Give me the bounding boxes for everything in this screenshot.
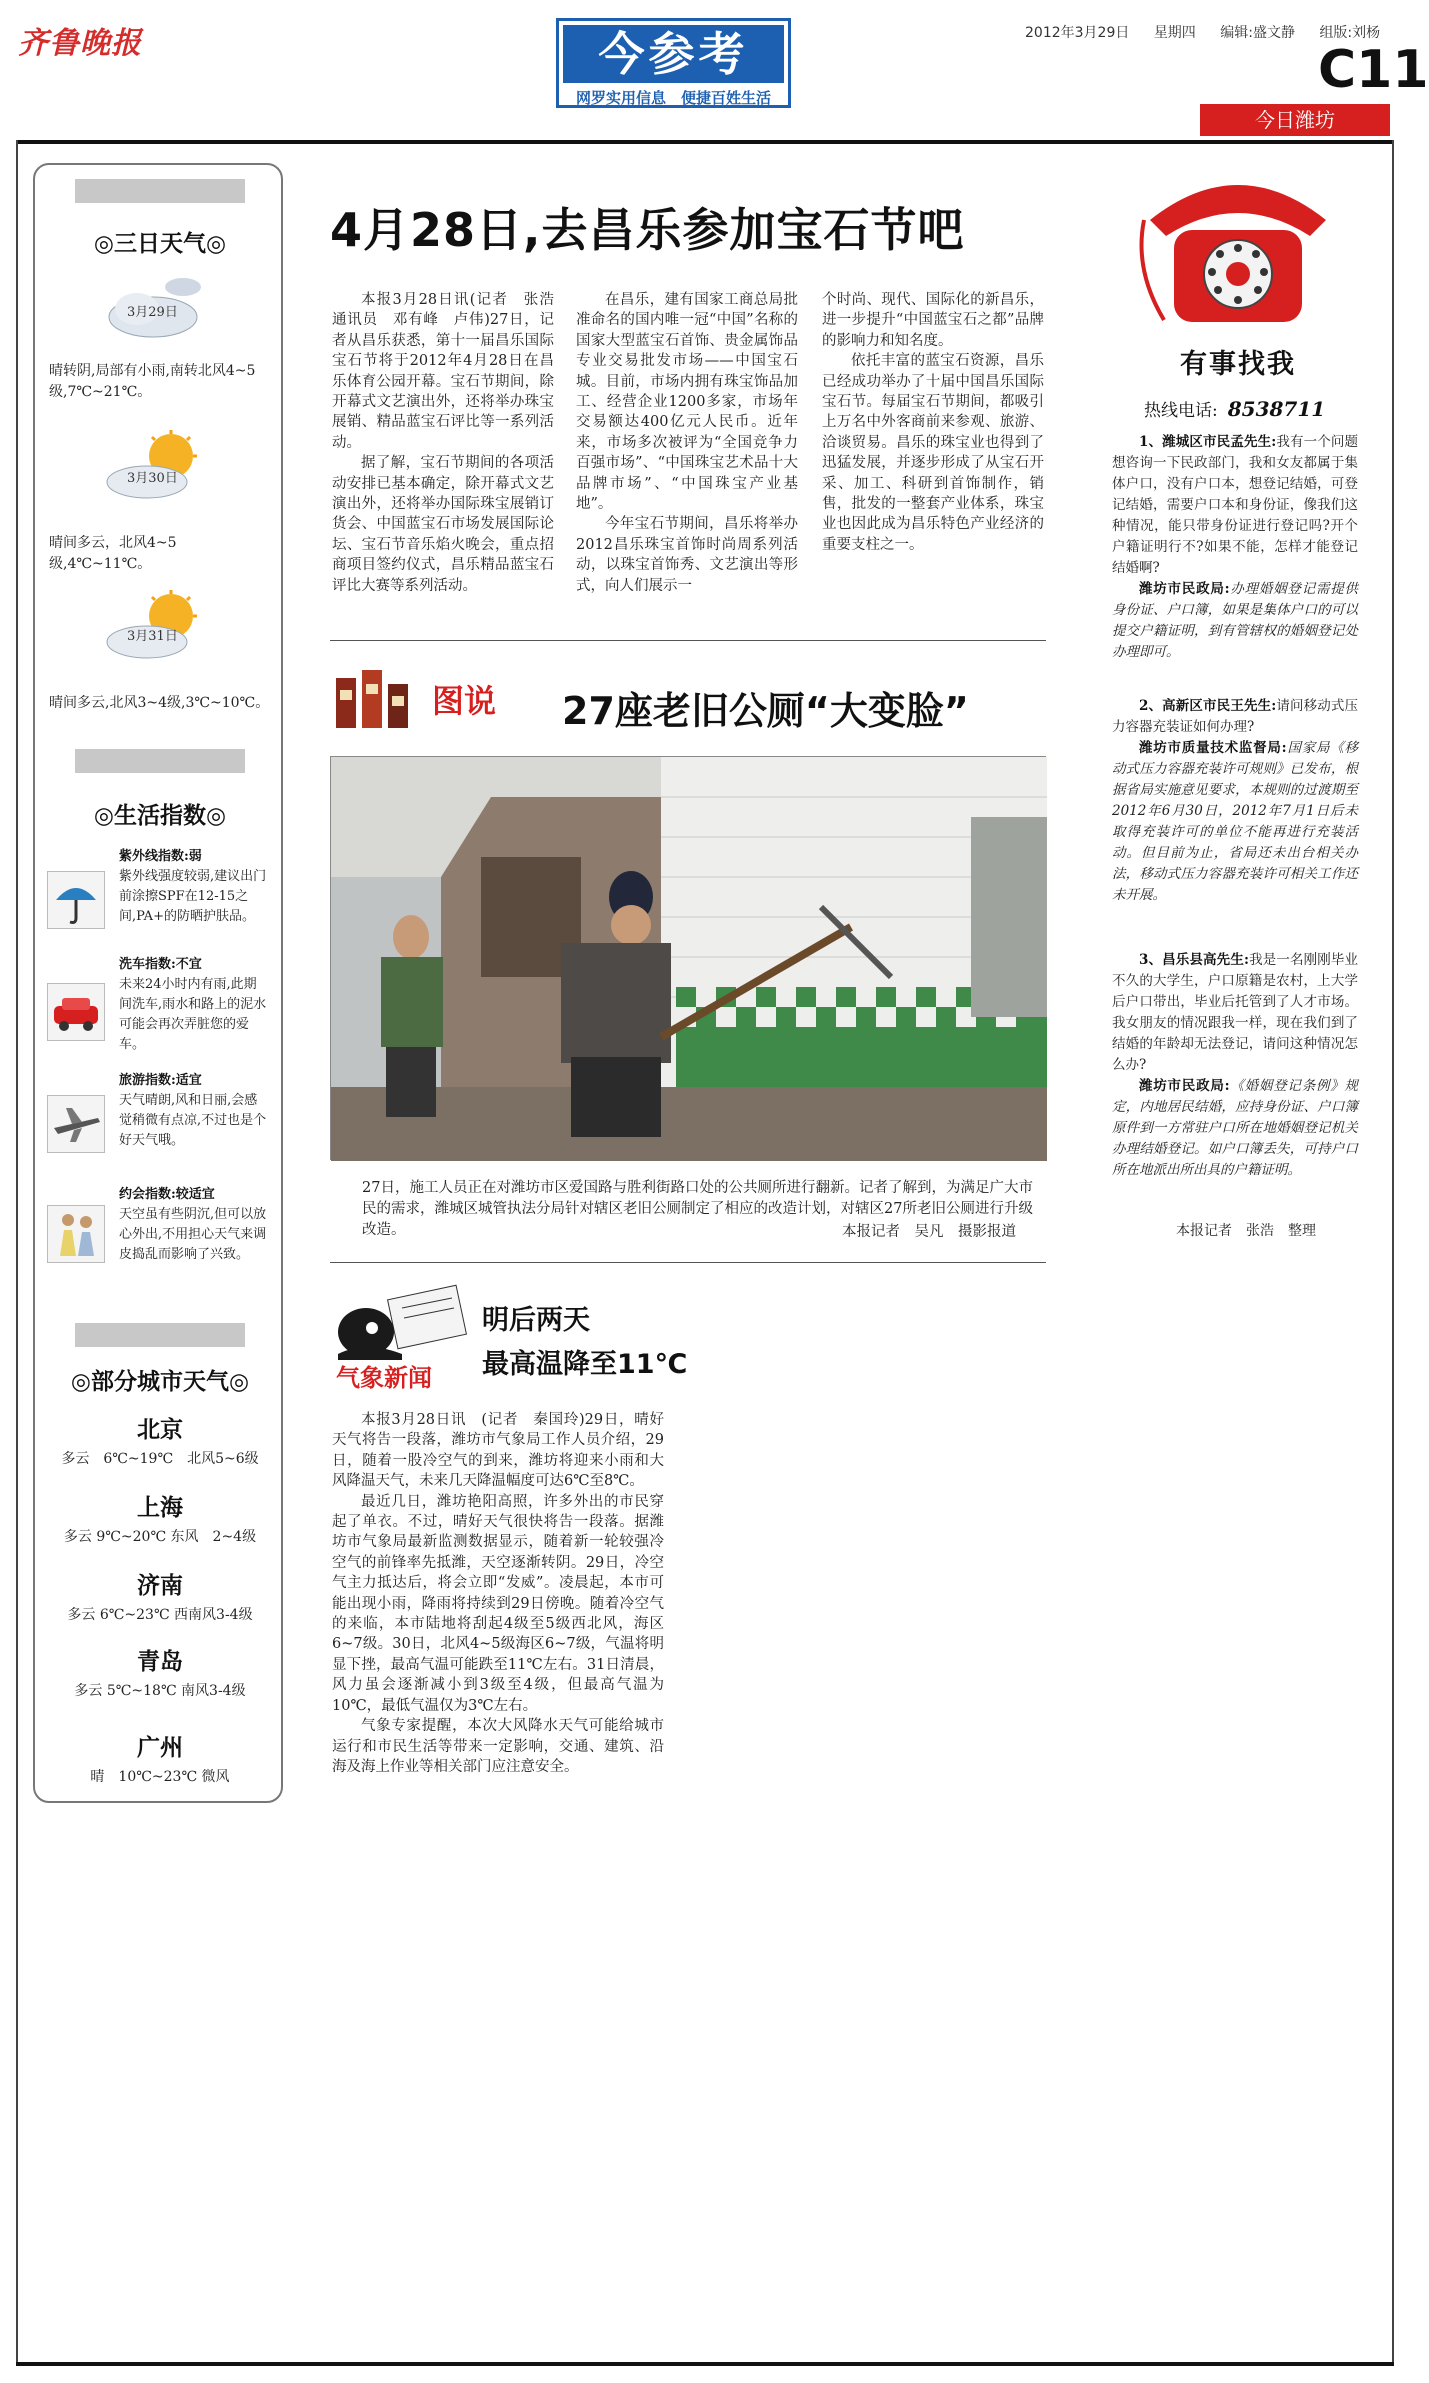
- camera-film-icon: [332, 660, 412, 740]
- qa-asker: 1、潍城区市民孟先生:: [1139, 434, 1277, 450]
- layout-credit: 组版:刘杨: [1319, 25, 1381, 41]
- city-weather-heading: ◎部分城市天气◎: [70, 1369, 250, 1395]
- photo-story-label: 图说: [432, 682, 497, 720]
- car-wash-index: [119, 955, 269, 1055]
- weather-news-headline-line2: 最高温降至11℃: [482, 1349, 688, 1380]
- qa-question: 请问移动式压力容器充装证如何办理?: [1112, 698, 1358, 735]
- article-paragraph: 最近几日，潍坊艳阳高照，许多外出的市民穿起了单衣。不过，晴好天气很快将告一段落。据潍坊市气象局最新监测数据显示，随着新一轮较强冷空气的前锋率先抵潍，天空逐渐转阴。29日，冷空气主力抵达后，将会立即“发威”。凌晨起，本市可能出现小雨，降雨将持续到29日傍晚。随着冷空气的来临，本市陆地将刮起4级至5级西北风，海区6~7级。30日，北风4~5级海区6~7级，气温将明显下挫，最高气温可能跌至11℃左右。31日清晨，风力虽会逐渐减小到3级至4级，但最高气温为10℃，最低气温仅为3℃左右。: [332, 1493, 664, 1714]
- umbrella-icon: [47, 871, 105, 929]
- section-title: 今参考: [563, 25, 784, 83]
- city-weather: [35, 1729, 285, 1786]
- life-index-heading: ◎生活指数◎: [93, 803, 227, 829]
- city-name: 北京: [137, 1417, 183, 1443]
- index-text: 未来24小时内有雨,此期间洗车,雨水和路上的泥水可能会再次弄脏您的爱车。: [119, 977, 267, 1052]
- index-title: 洗车指数:不宜: [119, 957, 202, 972]
- photo-story-headline: 27座老旧公厕“大变脸”: [562, 689, 969, 733]
- city-info: 多云 9℃~20℃ 东风 2~4级: [63, 1529, 257, 1545]
- city-weather: [35, 1567, 285, 1624]
- photo-credit: 本报记者 吴凡 摄影报道: [842, 1224, 1016, 1240]
- section-divider: [330, 640, 1046, 641]
- article-paragraph: 今年宝石节期间，昌乐将举办2012昌乐珠宝首饰时尚周系列活动，以珠宝首饰秀、文艺演出等形式，向人们展示一: [576, 516, 798, 594]
- article-column: [576, 290, 798, 596]
- weather-news-body: [332, 1410, 664, 1777]
- qa-asker: 2、高新区市民王先生:: [1139, 698, 1277, 714]
- article-paragraph: 在昌乐，建有国家工商总局批准命名的国内唯一冠“中国”名称的国家大型蓝宝石首饰、贵金属饰品专业交易批发市场——中国宝石城。目前，市场内拥有珠宝饰品加工、经营企业1200多家，市场年交易额达400亿元人民币。近年来，市场多次被评为“全国竞争力百强市场”、“中国珠宝艺术品十大品牌市场”、“中国珠宝产业基地”。: [576, 292, 798, 513]
- three-day-weather-heading: ◎三日天气◎: [93, 231, 227, 257]
- city-name: 上海: [137, 1495, 183, 1521]
- city-weather: [35, 1489, 285, 1546]
- qa-question: 我是一名刚刚毕业不久的大学生，户口原籍是农村，上大学后户口带出，毕业后托管到了人才市场。我女朋友的情况跟我一样，现在我们到了结婚的年龄却无法登记，请问这种情况怎么办?: [1112, 952, 1358, 1073]
- city-name: 青岛: [137, 1649, 183, 1675]
- article-paragraph: 本报3月28日讯(记者 张浩 通讯员 邓有峰 卢伟)27日，记者从昌乐获悉，第十一届昌乐国际宝石节将于2012年4月28日在昌乐体育公园开幕。宝石节期间，除开幕式文艺演出外，还将举办珠宝展销、精品蓝宝石评比等一系列活动。: [332, 292, 569, 451]
- forecast-text: 晴间多云,北风3~4级,3℃~10℃。: [49, 695, 270, 711]
- section-slogan: 网罗实用信息 便捷百姓生活: [575, 89, 771, 107]
- telephone-icon: [1120, 160, 1356, 330]
- qa-item: [1112, 696, 1358, 906]
- forecast-date: 3月31日: [127, 629, 178, 644]
- qa-item: [1112, 432, 1358, 663]
- city-name: 广州: [137, 1735, 183, 1761]
- city-weather: [35, 1643, 285, 1700]
- help-column-signature: 本报记者 张浩 整理: [1176, 1223, 1316, 1239]
- qa-question: 我有一个问题想咨询一下民政部门，我和女友都属于集体户口，没有户口本，想登记结婚，可登记结婚，需要户口本和身份证，像我们这种情况，能只带身份证进行登记吗?开个户籍证明行不?如果不能，怎样才能登记结婚啊?: [1112, 434, 1358, 576]
- weather-news-headline-line1: 明后两天: [482, 1305, 590, 1336]
- index-title: 旅游指数:适宜: [119, 1073, 202, 1088]
- city-info: 多云 5℃~18℃ 南风3-4级: [74, 1683, 246, 1699]
- section-logo: [556, 18, 791, 108]
- top-divider: [16, 140, 1394, 144]
- weather-sidebar: [33, 163, 283, 1803]
- index-text: 天空虽有些阴沉,但可以放心外出,不用担心天气来调皮捣乱而影响了兴致。: [119, 1207, 267, 1262]
- sidebar-grey-bar: [75, 1323, 245, 1347]
- city-name: 济南: [137, 1573, 183, 1599]
- hotline-label: 热线电话:: [1144, 401, 1218, 421]
- hotline-number: 8538711: [1227, 397, 1326, 421]
- car-wash-icon: [47, 983, 105, 1041]
- forecast-text: 晴转阴,局部有小雨,南转北风4~5级,7℃~21℃。: [49, 363, 256, 400]
- news-photo: [330, 756, 1046, 1160]
- frame-left-border: [16, 140, 18, 2364]
- page-meta: [1025, 22, 1380, 42]
- article-column: [332, 290, 569, 596]
- index-title: 紫外线指数:弱: [119, 849, 202, 864]
- newspaper-logo: 齐鲁晚报: [18, 26, 142, 61]
- sidebar-grey-bar: [75, 749, 245, 773]
- issue-weekday: 星期四: [1153, 25, 1196, 41]
- dating-index: [119, 1185, 269, 1265]
- sidebar-grey-bar: [75, 179, 245, 203]
- forecast-date: 3月30日: [127, 471, 178, 486]
- page-number: C11: [1318, 40, 1429, 100]
- date-couple-icon: [47, 1205, 105, 1263]
- city-info: 多云 6℃~23℃ 西南风3-4级: [67, 1607, 253, 1623]
- editor-credit: 编辑:盛文静: [1220, 25, 1295, 41]
- article-paragraph: 个时尚、现代、国际化的新昌乐，进一步提升“中国蓝宝石之都”品牌的影响力和知名度。: [822, 292, 1044, 349]
- city-info: 晴 10℃~23℃ 微风: [90, 1769, 230, 1785]
- index-text: 紫外线强度较弱,建议出门前涂擦SPF在12-15之间,PA+的防晒护肤品。: [119, 869, 267, 924]
- article-paragraph: 依托丰富的蓝宝石资源，昌乐已经成功举办了十届中国昌乐国际宝石节。每届宝石节期间，都吸引上万名中外客商前来参观、旅游、洽谈贸易。昌乐的珠宝业也得到了迅猛发展，并逐步形成了从宝石开采、加工、科研到首饰制作，销售，批发的一整套产业体系，珠宝业也因此成为昌乐特色产业经济的重要支柱之一。: [822, 353, 1044, 553]
- qa-answer: 国家局《移动式压力容器充装许可规则》已发布，根据省局实施意见要求，本规则的过渡期至2012年6月30日，2012年7月1日后未取得充装许可的单位不能再进行充装活动。但目前为止，省局还未出台相关办法，移动式压力容器充装许可相关工作还未开展。: [1112, 740, 1359, 903]
- article-column: [822, 290, 1044, 555]
- city-weather: [35, 1411, 285, 1468]
- hotline: [1144, 396, 1325, 421]
- forecast-text: 晴间多云，北风4~5级,4℃~11℃。: [49, 535, 177, 572]
- issue-date: 2012年3月29日: [1025, 25, 1130, 41]
- weather-news-label: 气象新闻: [336, 1364, 432, 1392]
- uv-index: [119, 847, 269, 927]
- forecast-date: 3月29日: [127, 305, 178, 320]
- bottom-divider: [16, 2362, 1394, 2366]
- photo-caption: 27日，施工人员正在对潍坊市区爱国路与胜利街路口处的公共厕所进行翻新。记者了解到，为满足广大市民的需求，潍城区城管执法分局针对辖区老旧公厕制定了相应的改造计划，对辖区27所老旧公厕进行升级改造。: [362, 1180, 1033, 1238]
- frame-right-border: [1392, 140, 1394, 2364]
- qa-item: [1112, 950, 1358, 1181]
- qa-responder: 潍坊市民政局:: [1139, 581, 1230, 597]
- index-title: 约会指数:较适宜: [119, 1187, 215, 1202]
- qa-responder: 潍坊市质量技术监督局:: [1139, 740, 1287, 756]
- article-paragraph: 气象专家提醒，本次大风降水天气可能给城市运行和市民生活等带来一定影响，交通、建筑、沿海及海上作业等相关部门应注意安全。: [332, 1718, 664, 1775]
- article-paragraph: 本报3月28日讯 (记者 秦国玲)29日，晴好天气将告一段落，潍坊市气象局工作人员介绍，29日，随着一股冷空气的到来，潍坊将迎来小雨和大风降温天气，未来几天降温幅度可达6℃至8℃。: [332, 1412, 664, 1490]
- qa-asker: 3、昌乐县高先生:: [1139, 952, 1249, 968]
- city-info: 多云 6℃~19℃ 北风5~6级: [61, 1451, 259, 1467]
- travel-index: [119, 1071, 269, 1151]
- sun-cloud-icon: [97, 430, 217, 502]
- index-text: 天气晴朗,风和日丽,会感觉稍微有点凉,不过也是个好天气哦。: [119, 1093, 267, 1148]
- article-headline: 4月28日,去昌乐参加宝石节吧: [330, 203, 965, 257]
- qa-answer: 《婚姻登记条例》规定，内地居民结婚，应持身份证、户口簿原件到一方常驻户口所在地婚姻登记机关办理结婚登记。如户口簿丢失，可持户口所在地派出所出具的户籍证明。: [1112, 1078, 1359, 1178]
- article-paragraph: 据了解，宝石节期间的各项活动安排已基本确定，除开幕式文艺演出外，还将举办国际珠宝展销订货会、中国蓝宝石市场发展国际论坛、宝石节音乐焰火晚会，重点招商项目签约仪式，昌乐精品蓝宝石评比大赛等系列活动。: [332, 455, 554, 594]
- airplane-icon: [47, 1095, 105, 1153]
- qa-responder: 潍坊市民政局:: [1139, 1078, 1230, 1094]
- help-column-title: 有事找我: [1180, 349, 1296, 380]
- region-banner: 今日潍坊: [1200, 104, 1390, 136]
- section-divider: [330, 1262, 1046, 1263]
- qa-answer: 办理婚姻登记需提供身份证、户口簿，如果是集体户口的可以提交户籍证明，到有管辖权的婚姻登记处办理即可。: [1112, 581, 1359, 660]
